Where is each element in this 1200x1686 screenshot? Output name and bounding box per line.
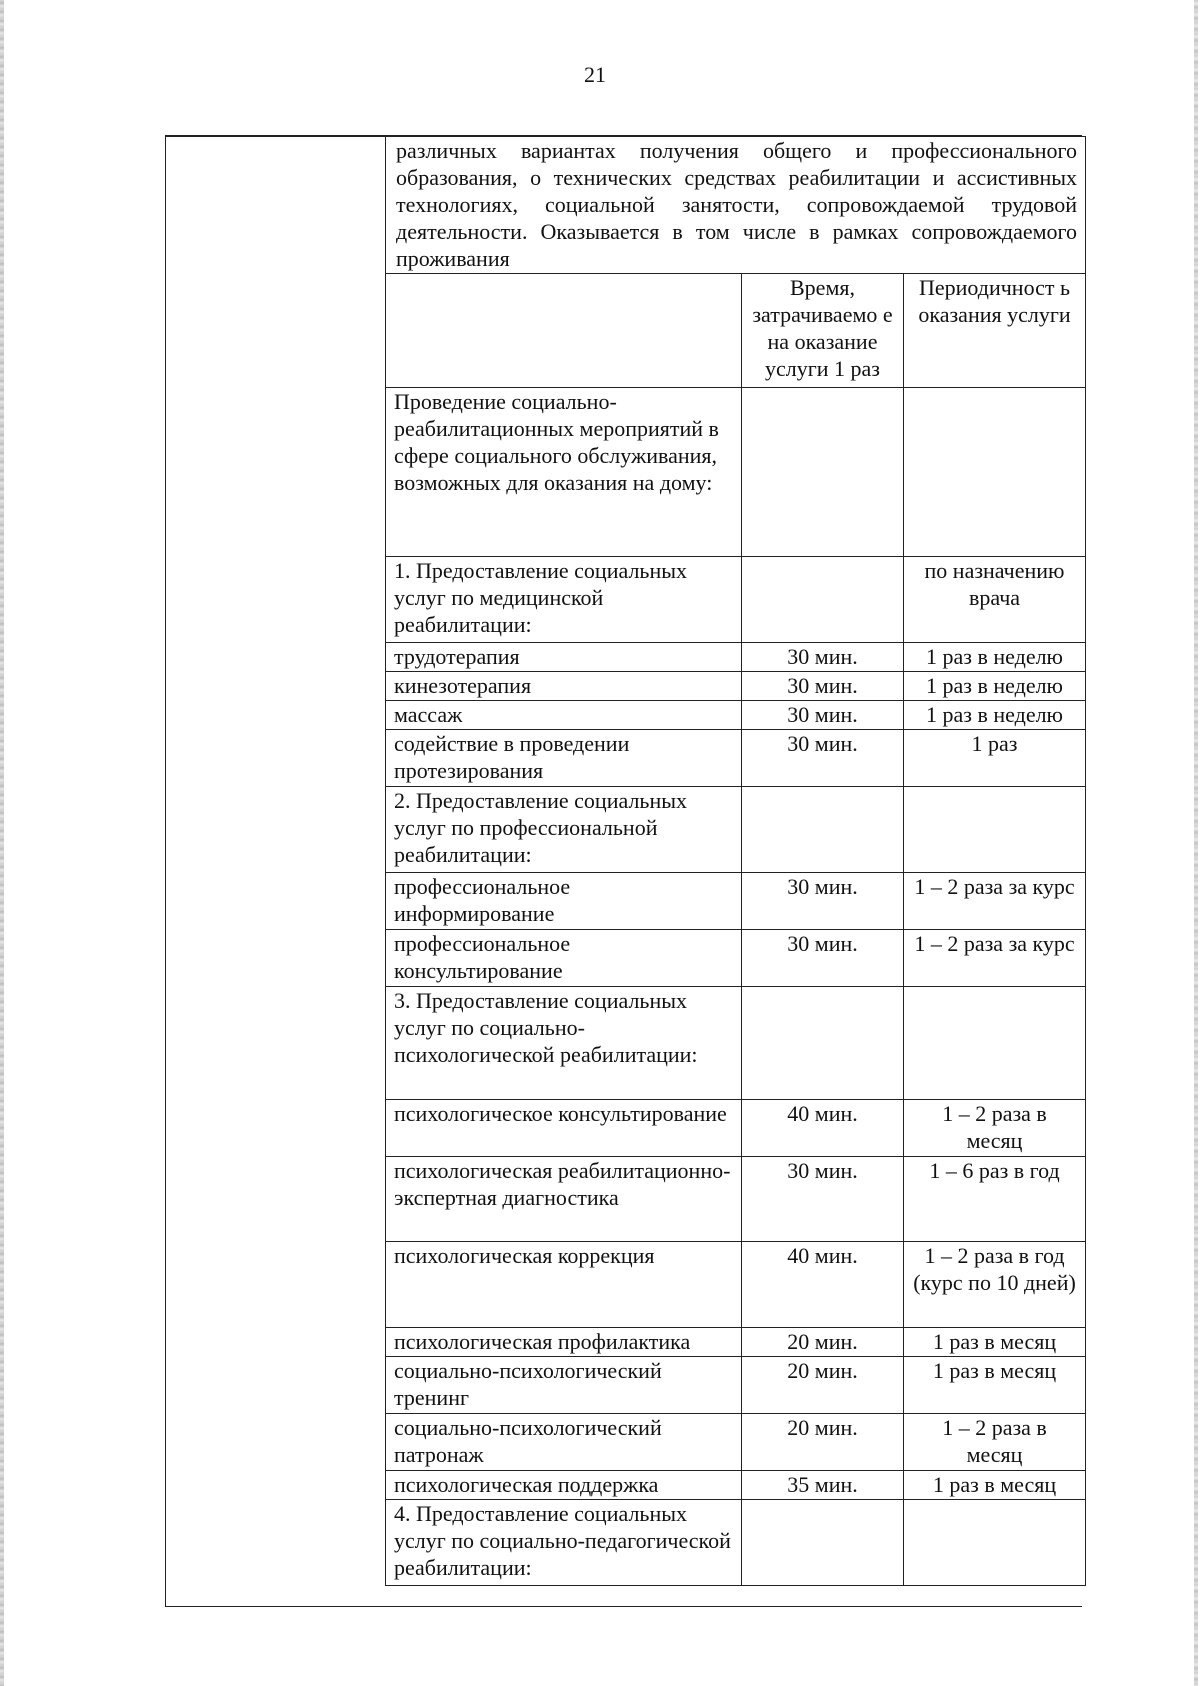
table-row [386,1242,1086,1328]
row-periodicity: 1 раз в неделю [904,643,1086,672]
services-table [385,136,1086,1586]
row-time: 40 мин. [742,1100,904,1157]
row-time: 35 мин. [742,1471,904,1500]
scan-edge-left [0,0,4,1686]
row-periodicity: 1 раз в месяц [904,1471,1086,1500]
row-periodicity: 1 раз в неделю [904,701,1086,730]
row-name: психологическая коррекция [386,1242,742,1328]
row-time: 30 мин. [742,1157,904,1242]
table-row [386,701,1086,730]
row-time: 30 мин. [742,672,904,701]
row-time: 20 мин. [742,1328,904,1357]
table-row [386,1157,1086,1242]
table-row [386,672,1086,701]
row-periodicity: 1 раз в месяц [904,1357,1086,1414]
row-time [742,787,904,873]
row-periodicity [904,787,1086,873]
services-table-body [386,137,1086,1586]
table-row [386,1471,1086,1500]
table-row [386,388,1086,557]
row-time: 30 мин. [742,873,904,930]
row-time: 30 мин. [742,701,904,730]
row-time [742,1500,904,1586]
row-name: профессиональное информирование [386,873,742,930]
row-periodicity: 1 раз в неделю [904,672,1086,701]
row-name: социально-психологический тренинг [386,1357,742,1414]
row-name: кинезотерапия [386,672,742,701]
table-row [386,987,1086,1100]
row-periodicity: 1 – 2 раза за курс [904,930,1086,987]
intro-row [386,137,1086,274]
table-row [386,557,1086,643]
table-row [386,1100,1086,1157]
scan-edge-right [1194,0,1198,1686]
table-row [386,1328,1086,1357]
row-periodicity [904,388,1086,557]
row-name: 1. Предоставление социальных услуг по медицинской реабилитации: [386,557,742,643]
row-time: 30 мин. [742,643,904,672]
header-row [386,274,1086,388]
row-time [742,987,904,1100]
page-number: 21 [584,62,606,87]
table-row [386,1357,1086,1414]
row-name: социально-психологический патронаж [386,1414,742,1471]
row-time: 40 мин. [742,1242,904,1328]
row-name: психологическое консультирование [386,1100,742,1157]
row-name: массаж [386,701,742,730]
row-periodicity: 1 – 2 раза за курс [904,873,1086,930]
row-name: профессиональное консультирование [386,930,742,987]
table-row [386,873,1086,930]
row-name: 2. Предоставление социальных услуг по профессиональной реабилитации: [386,787,742,873]
row-name: трудотерапия [386,643,742,672]
row-periodicity: 1 – 6 раз в год [904,1157,1086,1242]
row-name: психологическая реабилитационно-экспертная диагностика [386,1157,742,1242]
header-time: Время, затрачиваемо е на оказание услуги 1 раз [742,274,904,388]
row-name: 4. Предоставление социальных услуг по социально-педагогической реабилитации: [386,1500,742,1586]
row-periodicity: 1 раз в месяц [904,1328,1086,1357]
row-name: психологическая профилактика [386,1328,742,1357]
intro-text: различных вариантах получения общего и профессионального образования, о технических средствах реабилитации и ассистивных технологиях, социальной занятости, сопровождаемой трудовой деятельности. Оказывается в том числе в рамках сопровождаемого проживания [386,137,1086,274]
row-periodicity: 1 – 2 раза в год (курс по 10 дней) [904,1242,1086,1328]
row-periodicity [904,1500,1086,1586]
header-name [386,274,742,388]
row-name: Проведение социально-реабилитационных мероприятий в сфере социального обслуживания, возможных для оказания на дому: [386,388,742,557]
table-row [386,1414,1086,1471]
row-time [742,388,904,557]
table-row [386,787,1086,873]
table-row [386,643,1086,672]
table-row [386,730,1086,787]
table-row [386,1500,1086,1586]
row-name: психологическая поддержка [386,1471,742,1500]
row-periodicity [904,987,1086,1100]
row-periodicity: 1 – 2 раза в месяц [904,1414,1086,1471]
row-time: 20 мин. [742,1357,904,1414]
row-periodicity: 1 раз [904,730,1086,787]
row-periodicity: по назначению врача [904,557,1086,643]
row-name: содействие в проведении протезирования [386,730,742,787]
row-time: 30 мин. [742,730,904,787]
row-name: 3. Предоставление социальных услуг по социально-психологической реабилитации: [386,987,742,1100]
row-periodicity: 1 – 2 раза в месяц [904,1100,1086,1157]
table-row [386,930,1086,987]
row-time: 30 мин. [742,930,904,987]
header-periodicity: Периодичност ь оказания услуги [904,274,1086,388]
row-time [742,557,904,643]
row-time: 20 мин. [742,1414,904,1471]
